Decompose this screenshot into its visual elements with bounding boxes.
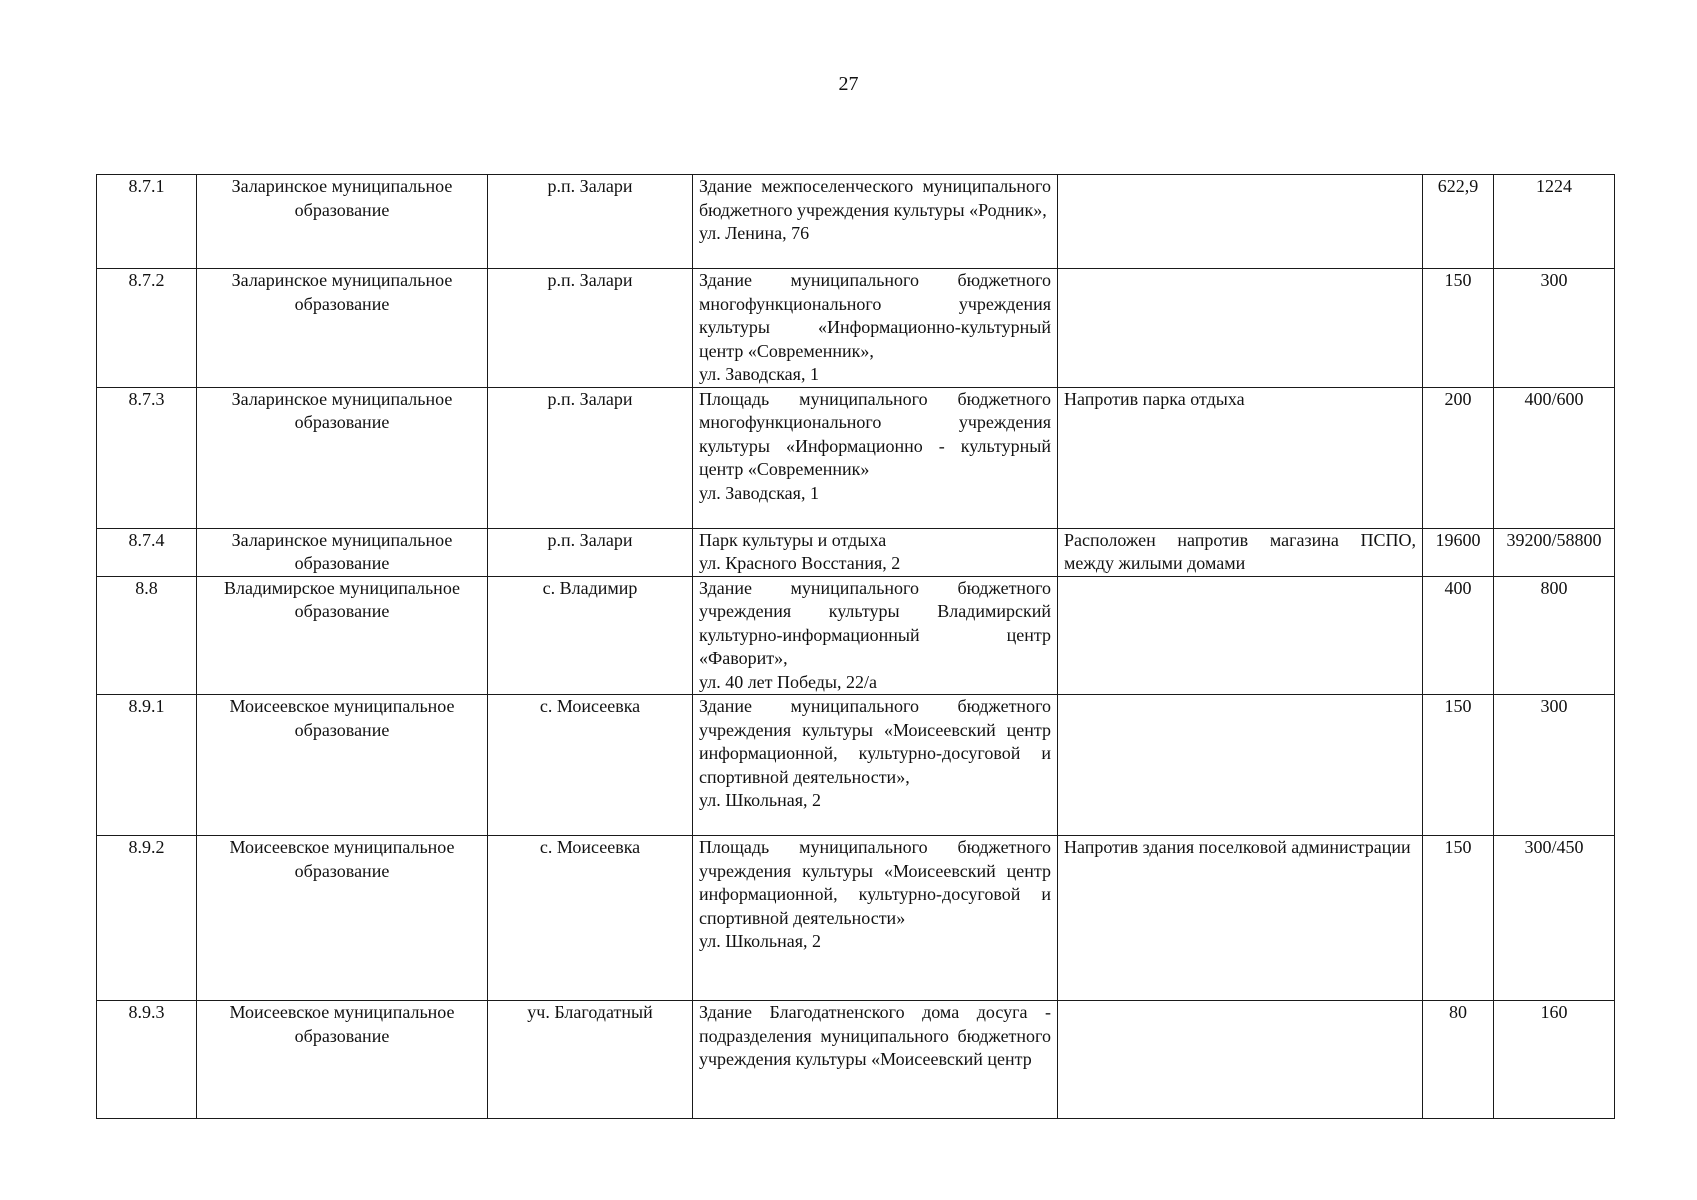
capacity-cell: 400/600: [1494, 387, 1615, 528]
object-cell: [693, 528, 1058, 576]
description-cell: [1058, 695, 1423, 836]
locality-cell: р.п. Залари: [488, 387, 693, 528]
object-name: Здание муниципального бюджетного многофункционального учреждения культуры «Информационно-культурный центр «Современник»,: [699, 270, 1051, 361]
object-name: Парк культуры и отдыха: [699, 529, 887, 550]
object-address: ул. Ленина, 76: [699, 223, 810, 243]
municipality-cell: Заларинское муниципальное образование: [197, 175, 488, 269]
locality-cell: р.п. Залари: [488, 269, 693, 388]
description-cell: Расположен напротив магазина ПСПО, между жилыми домами: [1058, 528, 1423, 576]
capacity-cell: 300: [1494, 269, 1615, 388]
description-cell: Напротив здания поселковой администрации: [1058, 836, 1423, 1001]
object-cell: [693, 576, 1058, 695]
capacity-cell: 1224: [1494, 175, 1615, 269]
locality-cell: с. Владимир: [488, 576, 693, 695]
locality-cell: р.п. Залари: [488, 175, 693, 269]
object-cell: [693, 836, 1058, 1001]
row-number: 8.9.3: [97, 1001, 197, 1119]
object-address: ул. 40 лет Победы, 22/а: [699, 671, 877, 692]
object-name: Площадь муниципального бюджетного многофункционального учреждения культуры «Информационно - культурный центр «Современник»: [699, 388, 1051, 479]
page-number: 27: [838, 73, 859, 95]
row-number: 8.7.3: [97, 387, 197, 528]
area-cell: 150: [1423, 836, 1494, 1001]
locality-cell: с. Моисеевка: [488, 695, 693, 836]
data-table: [96, 174, 1615, 1119]
area-cell: 150: [1423, 695, 1494, 836]
area-cell: 622,9: [1423, 175, 1494, 269]
object-address: ул. Заводская, 1: [699, 482, 819, 503]
table-row: [97, 576, 1615, 695]
description-cell: [1058, 175, 1423, 269]
area-cell: 400: [1423, 576, 1494, 695]
row-number: 8.7.4: [97, 528, 197, 576]
area-cell: 200: [1423, 387, 1494, 528]
table-row: [97, 269, 1615, 388]
municipality-cell: Моисеевское муниципальное образование: [197, 1001, 488, 1119]
table-row: [97, 1001, 1615, 1119]
table-row: [97, 387, 1615, 528]
object-name: Здание межпоселенческого муниципального бюджетного учреждения культуры «Родник»,: [699, 176, 1051, 220]
locality-cell: уч. Благодатный: [488, 1001, 693, 1119]
municipality-cell: Заларинское муниципальное образование: [197, 528, 488, 576]
description-cell: [1058, 576, 1423, 695]
object-name: Здание Благодатненского дома досуга - подразделения муниципального бюджетного учреждения культуры «Моисеевский центр: [699, 1002, 1051, 1069]
row-number: 8.8: [97, 576, 197, 695]
object-name: Площадь муниципального бюджетного учреждения культуры «Моисеевский центр информационной, культурно-досуговой и спортивной деятельности»: [699, 837, 1051, 928]
capacity-cell: 39200/58800: [1494, 528, 1615, 576]
row-number: 8.7.1: [97, 175, 197, 269]
description-cell: Напротив парка отдыха: [1058, 387, 1423, 528]
area-cell: 150: [1423, 269, 1494, 388]
municipality-cell: Моисеевское муниципальное образование: [197, 836, 488, 1001]
table-row: [97, 695, 1615, 836]
table-row: [97, 836, 1615, 1001]
table-row: [97, 175, 1615, 269]
capacity-cell: 300: [1494, 695, 1615, 836]
capacity-cell: 300/450: [1494, 836, 1615, 1001]
object-cell: [693, 1001, 1058, 1119]
object-address: ул. Красного Восстания, 2: [699, 553, 901, 573]
row-number: 8.9.2: [97, 836, 197, 1001]
municipality-cell: Владимирское муниципальное образование: [197, 576, 488, 695]
locality-cell: р.п. Залари: [488, 528, 693, 576]
object-cell: [693, 269, 1058, 388]
row-number: 8.9.1: [97, 695, 197, 836]
description-cell: [1058, 1001, 1423, 1119]
object-name: Здание муниципального бюджетного учреждения культуры Владимирский культурно-информационный центр «Фаворит»,: [699, 577, 1051, 668]
area-cell: 19600: [1423, 528, 1494, 576]
row-number: 8.7.2: [97, 269, 197, 388]
capacity-cell: 160: [1494, 1001, 1615, 1119]
municipality-cell: Заларинское муниципальное образование: [197, 387, 488, 528]
object-address: ул. Заводская, 1: [699, 364, 819, 384]
locality-cell: с. Моисеевка: [488, 836, 693, 1001]
object-cell: [693, 175, 1058, 269]
capacity-cell: 800: [1494, 576, 1615, 695]
description-cell: [1058, 269, 1423, 388]
object-cell: [693, 387, 1058, 528]
municipality-cell: Моисеевское муниципальное образование: [197, 695, 488, 836]
object-cell: [693, 695, 1058, 836]
object-address: ул. Школьная, 2: [699, 931, 822, 951]
table-row: [97, 528, 1615, 576]
object-address: ул. Школьная, 2: [699, 790, 822, 810]
municipality-cell: Заларинское муниципальное образование: [197, 269, 488, 388]
object-name: Здание муниципального бюджетного учреждения культуры «Моисеевский центр информационной, культурно-досуговой и спортивной деятельности»,: [699, 696, 1051, 787]
area-cell: 80: [1423, 1001, 1494, 1119]
